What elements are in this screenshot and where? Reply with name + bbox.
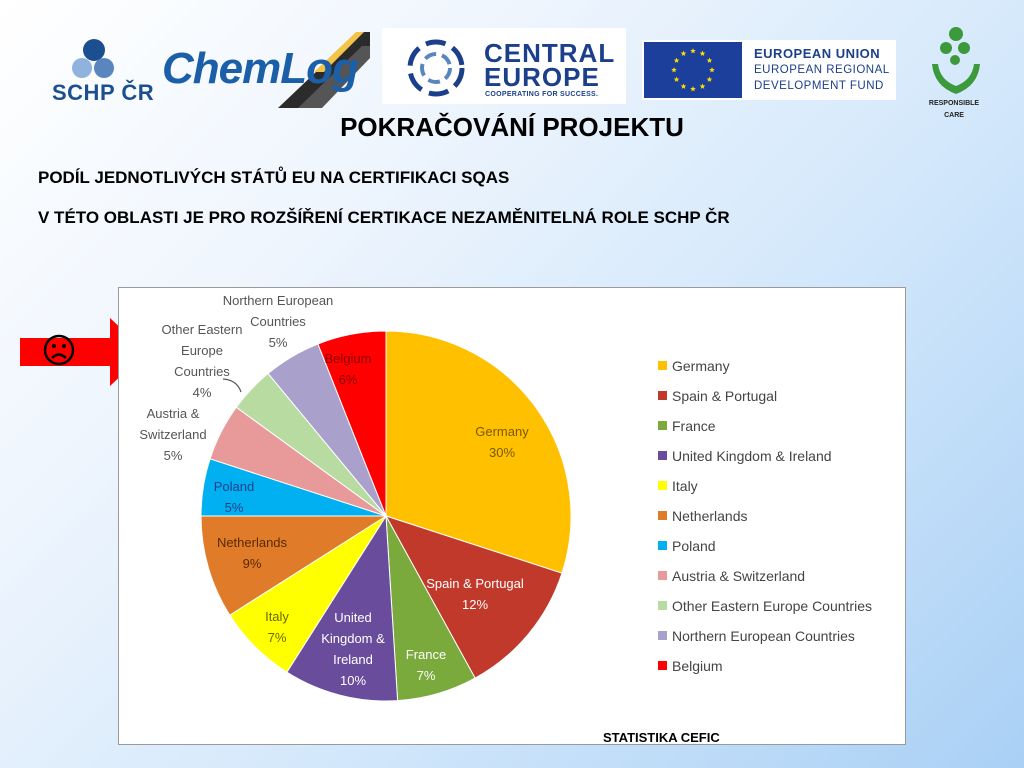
legend-label-italy: Italy bbox=[672, 478, 698, 494]
data-label-austria-switzerland: Austria & Switzerland 5% bbox=[139, 406, 207, 463]
legend-swatch-netherlands bbox=[658, 511, 667, 520]
chemlog-logo-text: ChemLog bbox=[162, 44, 358, 93]
legend-label-united-kingdom-ireland: United Kingdom & Ireland bbox=[672, 448, 832, 464]
legend-swatch-austria-switzerland bbox=[658, 571, 667, 580]
central-europe-title-line1: CENTRAL bbox=[484, 38, 616, 68]
legend-swatch-france bbox=[658, 421, 667, 430]
legend-swatch-spain-portugal bbox=[658, 391, 667, 400]
data-label-netherlands: Netherlands 9% bbox=[216, 535, 288, 571]
legend-swatch-germany bbox=[658, 361, 667, 370]
source-label: STATISTIKA CEFIC bbox=[603, 730, 720, 745]
data-label-united-kingdom-ireland: United Kingdom & Ireland 10% bbox=[321, 610, 385, 688]
eu-text-line3: DEVELOPMENT FUND bbox=[754, 80, 884, 92]
legend-swatch-northern-european-countries bbox=[658, 631, 667, 640]
pie-chart-panel bbox=[118, 287, 906, 745]
legend-label-netherlands: Netherlands bbox=[672, 508, 748, 524]
eu-flag-icon bbox=[644, 42, 742, 98]
legend-label-spain-portugal: Spain & Portugal bbox=[672, 388, 778, 404]
responsible-care-text-line1: RESPONSIBLE bbox=[928, 100, 980, 107]
subtitle-sqas-share: PODÍL JEDNOTLIVÝCH STÁTŮ EU NA CERTIFIKACI SQAS bbox=[38, 168, 510, 187]
subtitle-schp-role: V TÉTO OBLASTI JE PRO ROZŠÍŘENÍ CERTIKACE NEZAMĚNITELNÁ ROLE SCHP ČR bbox=[38, 208, 730, 227]
eu-text-line1: EUROPEAN UNION bbox=[754, 46, 881, 61]
data-label-poland: Poland 5% bbox=[213, 479, 255, 515]
data-label-italy: Italy 7% bbox=[265, 609, 289, 645]
frown-icon bbox=[42, 333, 76, 367]
legend-label-france: France bbox=[672, 418, 716, 434]
central-europe-swirl-icon bbox=[396, 36, 476, 100]
leader-line bbox=[223, 379, 241, 392]
legend-swatch-italy bbox=[658, 481, 667, 490]
responsible-care-text-line2: CARE bbox=[944, 112, 964, 119]
legend-label-northern-european-countries: Northern European Countries bbox=[672, 628, 855, 644]
data-label-belgium: Belgium 6% bbox=[324, 351, 372, 387]
data-label-france: France 7% bbox=[405, 647, 447, 683]
data-label-spain-portugal: Spain & Portugal 12% bbox=[426, 576, 524, 612]
responsible-care-icon bbox=[926, 24, 986, 100]
data-label-northern-european-countries: Northern European Countries 5% bbox=[222, 293, 334, 350]
legend-label-poland: Poland bbox=[672, 538, 716, 554]
legend-label-other-eastern-europe-countries: Other Eastern Europe Countries bbox=[672, 598, 872, 614]
legend-label-germany: Germany bbox=[672, 358, 730, 374]
legend-swatch-belgium bbox=[658, 661, 667, 670]
eu-text-line2: EUROPEAN REGIONAL bbox=[754, 64, 890, 76]
data-label-other-eastern-europe-countries: Other Eastern Europe Countries 4% bbox=[161, 322, 243, 400]
pie-chart bbox=[119, 288, 905, 744]
central-europe-tagline: COOPERATING FOR SUCCESS. bbox=[485, 91, 599, 98]
page-title: POKRAČOVÁNÍ PROJEKTU bbox=[340, 112, 684, 142]
data-label-germany: Germany 30% bbox=[475, 424, 529, 460]
legend-label-austria-switzerland: Austria & Switzerland bbox=[672, 568, 806, 584]
schp-logo-text: SCHP ČR bbox=[52, 80, 155, 105]
legend-swatch-other-eastern-europe-countries bbox=[658, 601, 667, 610]
legend-swatch-united-kingdom-ireland bbox=[658, 451, 667, 460]
legend-swatch-poland bbox=[658, 541, 667, 550]
central-europe-title-line2: EUROPE bbox=[484, 62, 600, 92]
legend-label-belgium: Belgium bbox=[672, 658, 723, 674]
